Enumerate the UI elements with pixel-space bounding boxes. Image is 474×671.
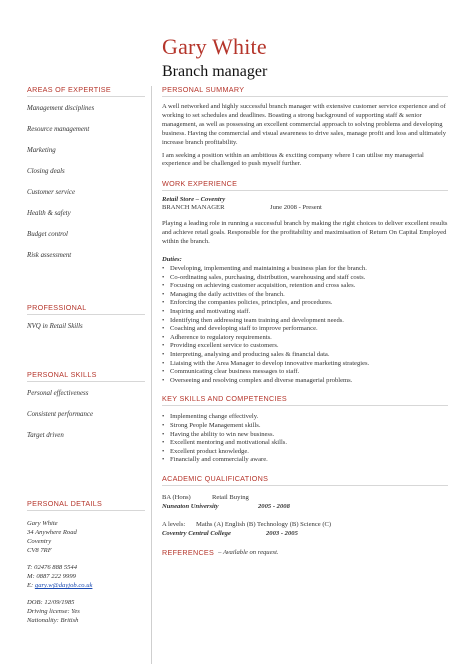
divider bbox=[27, 96, 145, 97]
dob-value: 12/09/1985 bbox=[44, 599, 75, 606]
expertise-heading: AREAS OF EXPERTISE bbox=[27, 85, 111, 94]
list-item: • Enforcing the companies policies, principles, and procedures. bbox=[162, 299, 448, 308]
list-item: • Co-ordinating sales, purchasing, distribution, warehousing and staff costs. bbox=[162, 274, 448, 283]
details-mobile bbox=[27, 572, 145, 581]
job-role: Branch manager bbox=[162, 63, 268, 80]
university: Nuneaton University bbox=[162, 502, 219, 510]
list-item: • Strong People Management skills. bbox=[162, 422, 448, 431]
key-skills-heading: KEY SKILLS AND COMPETENCIES bbox=[162, 394, 288, 404]
list-item: • Having the ability to win new business. bbox=[162, 431, 448, 440]
university-years: 2005 - 2008 bbox=[258, 502, 290, 510]
column-divider bbox=[151, 86, 152, 664]
degree-subject: Retail Buying bbox=[212, 493, 249, 501]
list-item: • Financially and commercially aware. bbox=[162, 456, 448, 465]
mobile-value: 0887 222 9999 bbox=[36, 573, 76, 580]
alevels-grades: Maths (A) English (B) Technology (B) Science (C) bbox=[196, 520, 332, 528]
divider bbox=[27, 510, 145, 511]
dob-label: DOB: bbox=[27, 599, 43, 606]
key-skills-list bbox=[162, 413, 448, 465]
divider bbox=[162, 96, 448, 97]
divider bbox=[162, 405, 448, 406]
list-item: • Coaching and developing staff to improve performance. bbox=[162, 325, 448, 334]
skill-item: Target driven bbox=[27, 432, 64, 439]
divider bbox=[27, 381, 145, 382]
divider bbox=[27, 314, 145, 315]
summary-paragraph: I am seeking a position within an ambitious & exciting company where I can utilise my managerial experience and be challenged to push myself further. bbox=[162, 151, 424, 168]
mobile-label: M: bbox=[27, 573, 35, 580]
list-item: • Identifying then addressing team training and development needs. bbox=[162, 317, 448, 326]
personal-details bbox=[27, 519, 145, 625]
details-heading: PERSONAL DETAILS bbox=[27, 499, 103, 508]
details-nationality: Nationality: British bbox=[27, 617, 79, 624]
college-years: 2003 - 2005 bbox=[266, 529, 298, 537]
college-row bbox=[162, 529, 448, 538]
skills-heading: PERSONAL SKILLS bbox=[27, 370, 97, 379]
candidate-name: Gary White bbox=[162, 34, 267, 59]
details-postcode: CV8 7RF bbox=[27, 547, 52, 554]
employer: Retail Store – Coventry bbox=[162, 196, 226, 204]
list-item: • Developing, implementing and maintaining a business plan for the branch. bbox=[162, 265, 448, 274]
list-item: • Adherence to regulatory requirements. bbox=[162, 334, 448, 343]
list-item: • Inspiring and motivating staff. bbox=[162, 308, 448, 317]
details-licence: Driving license: Yes bbox=[27, 608, 80, 615]
duties-label: Duties: bbox=[162, 256, 182, 264]
expertise-item: Budget control bbox=[27, 231, 68, 238]
job-title: BRANCH MANAGER bbox=[162, 204, 225, 212]
list-item: • Excellent mentoring and motivational skills. bbox=[162, 439, 448, 448]
phone-label: T: bbox=[27, 564, 33, 571]
details-phone bbox=[27, 563, 145, 572]
university-row bbox=[162, 502, 448, 511]
details-city: Coventry bbox=[27, 538, 52, 545]
email-label: E: bbox=[27, 582, 34, 589]
alevels-row bbox=[162, 520, 448, 529]
list-item: • Communicating clear business messages to staff. bbox=[162, 368, 448, 377]
degree: BA (Hons) bbox=[162, 493, 191, 501]
expertise-item: Risk assessment bbox=[27, 252, 72, 259]
list-item: • Implementing change effectively. bbox=[162, 413, 448, 422]
job-dates: June 2008 - Present bbox=[270, 204, 322, 212]
details-address: 34 Anywhere Road bbox=[27, 529, 77, 536]
experience-heading: WORK EXPERIENCE bbox=[162, 179, 238, 189]
details-dob bbox=[27, 598, 145, 607]
job-description: Playing a leading role in running a successful branch by making the right choices to deliver excellent results and achieve retail goals. Responsible for the profitability and maximisation of Return On Capital Employed within the branch. bbox=[162, 220, 448, 246]
expertise-item: Closing deals bbox=[27, 168, 65, 175]
qualifications-heading: ACADEMIC QUALIFICATIONS bbox=[162, 473, 269, 483]
list-item: • Overseeing and resolving complex and diverse managerial problems. bbox=[162, 377, 448, 386]
list-item: • Liaising with the Area Manager to develop innovative marketing strategies. bbox=[162, 360, 448, 369]
alevels-label: A levels: bbox=[162, 520, 186, 528]
references-text: – Available on request. bbox=[218, 548, 279, 556]
list-item: • Focusing on achieving customer acquisition, retention and cross sales. bbox=[162, 282, 448, 291]
expertise-item: Customer service bbox=[27, 189, 76, 196]
main-content bbox=[162, 85, 448, 557]
list-item: • Managing the daily activities of the branch. bbox=[162, 291, 448, 300]
expertise-item: Management disciplines bbox=[27, 105, 95, 112]
expertise-item: Resource management bbox=[27, 126, 90, 133]
professional-heading: PROFESSIONAL bbox=[27, 303, 87, 312]
list-item: • Providing excellent service to customers. bbox=[162, 342, 448, 351]
references-heading: REFERENCES bbox=[162, 547, 215, 557]
details-name: Gary White bbox=[27, 520, 58, 527]
divider bbox=[162, 190, 448, 191]
college: Coventry Central College bbox=[162, 529, 231, 537]
list-item: • Interpreting, analysing and producing sales & financial data. bbox=[162, 351, 448, 360]
skill-item: Consistent performance bbox=[27, 411, 94, 418]
sidebar bbox=[27, 85, 145, 625]
degree-row bbox=[162, 493, 448, 502]
expertise-item: Marketing bbox=[27, 147, 56, 154]
skill-item: Personal effectiveness bbox=[27, 390, 89, 397]
phone-value: 02476 888 5544 bbox=[34, 564, 78, 571]
email-link[interactable]: gary.w@dayjob.co.uk bbox=[34, 582, 93, 589]
professional-item: NVQ in Retail Skills bbox=[27, 323, 83, 330]
list-item: • Excellent product knowledge. bbox=[162, 448, 448, 457]
divider bbox=[162, 485, 448, 486]
duties-list bbox=[162, 265, 448, 385]
job-title-row bbox=[162, 203, 448, 212]
summary-paragraph: A well networked and highly successful branch manager with extensive customer service experience and of working to set schedules and deadlines. Boasting a strong background of supporting staff & senior management, as well as possessing an excellent commercial approach to solving problems and developing business. Having the commercial and visual awareness to drive sales, manage profit and loss and ultimately increase branch profitability. bbox=[162, 103, 447, 146]
details-email bbox=[27, 581, 145, 590]
expertise-item: Health & safety bbox=[27, 210, 71, 217]
references-row bbox=[162, 548, 448, 557]
summary-heading: PERSONAL SUMMARY bbox=[162, 85, 245, 94]
